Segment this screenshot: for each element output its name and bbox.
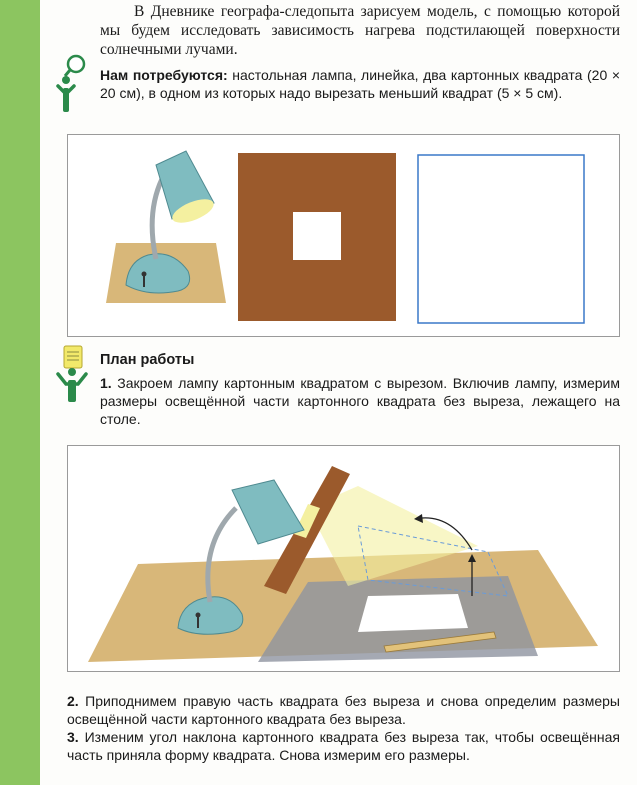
plan-step-2 bbox=[67, 692, 620, 728]
intro-paragraph: В Дневнике географа-следопыта зарисуем модель, с помощью которой мы будем исследовать зависимость нагрева подстилающей поверхности солнечными лучами. bbox=[100, 3, 620, 58]
step-number: 3. bbox=[67, 729, 79, 745]
magnifier-person-icon bbox=[54, 54, 90, 114]
experiment-figure bbox=[67, 445, 620, 672]
plan-title: План работы bbox=[100, 352, 195, 368]
plan-step-3 bbox=[67, 728, 620, 764]
experiment-illustration bbox=[68, 446, 621, 673]
materials-label: Нам потребуются: bbox=[100, 67, 228, 83]
notepad-person-icon bbox=[54, 344, 90, 404]
step-text: Приподнимем правую часть квадрата без выреза и снова определим размеры освещённой части картонного квадрата без выреза. bbox=[67, 693, 620, 727]
green-margin-strip bbox=[0, 0, 40, 785]
step-text: Изменим угол наклона картонного квадрата без выреза так, чтобы освещённая часть приняла форму квадрата. Снова измерим его размеры. bbox=[67, 729, 620, 763]
plan-step-1 bbox=[100, 374, 620, 428]
materials-text: настольная лампа, линейка, два картонных квадрата (20 × 20 см), в одном из которых надо вырезать меньший квадрат (5 × 5 см). bbox=[100, 67, 620, 101]
materials-illustration bbox=[68, 135, 621, 338]
step-number: 1. bbox=[100, 375, 112, 391]
step-text: Закроем лампу картонным квадратом с вырезом. Включив лампу, измерим размеры освещённой части картонного квадрата без выреза, лежащего на столе. bbox=[100, 375, 620, 427]
step-number: 2. bbox=[67, 693, 79, 709]
materials-needed bbox=[100, 66, 620, 102]
materials-figure bbox=[67, 134, 620, 337]
